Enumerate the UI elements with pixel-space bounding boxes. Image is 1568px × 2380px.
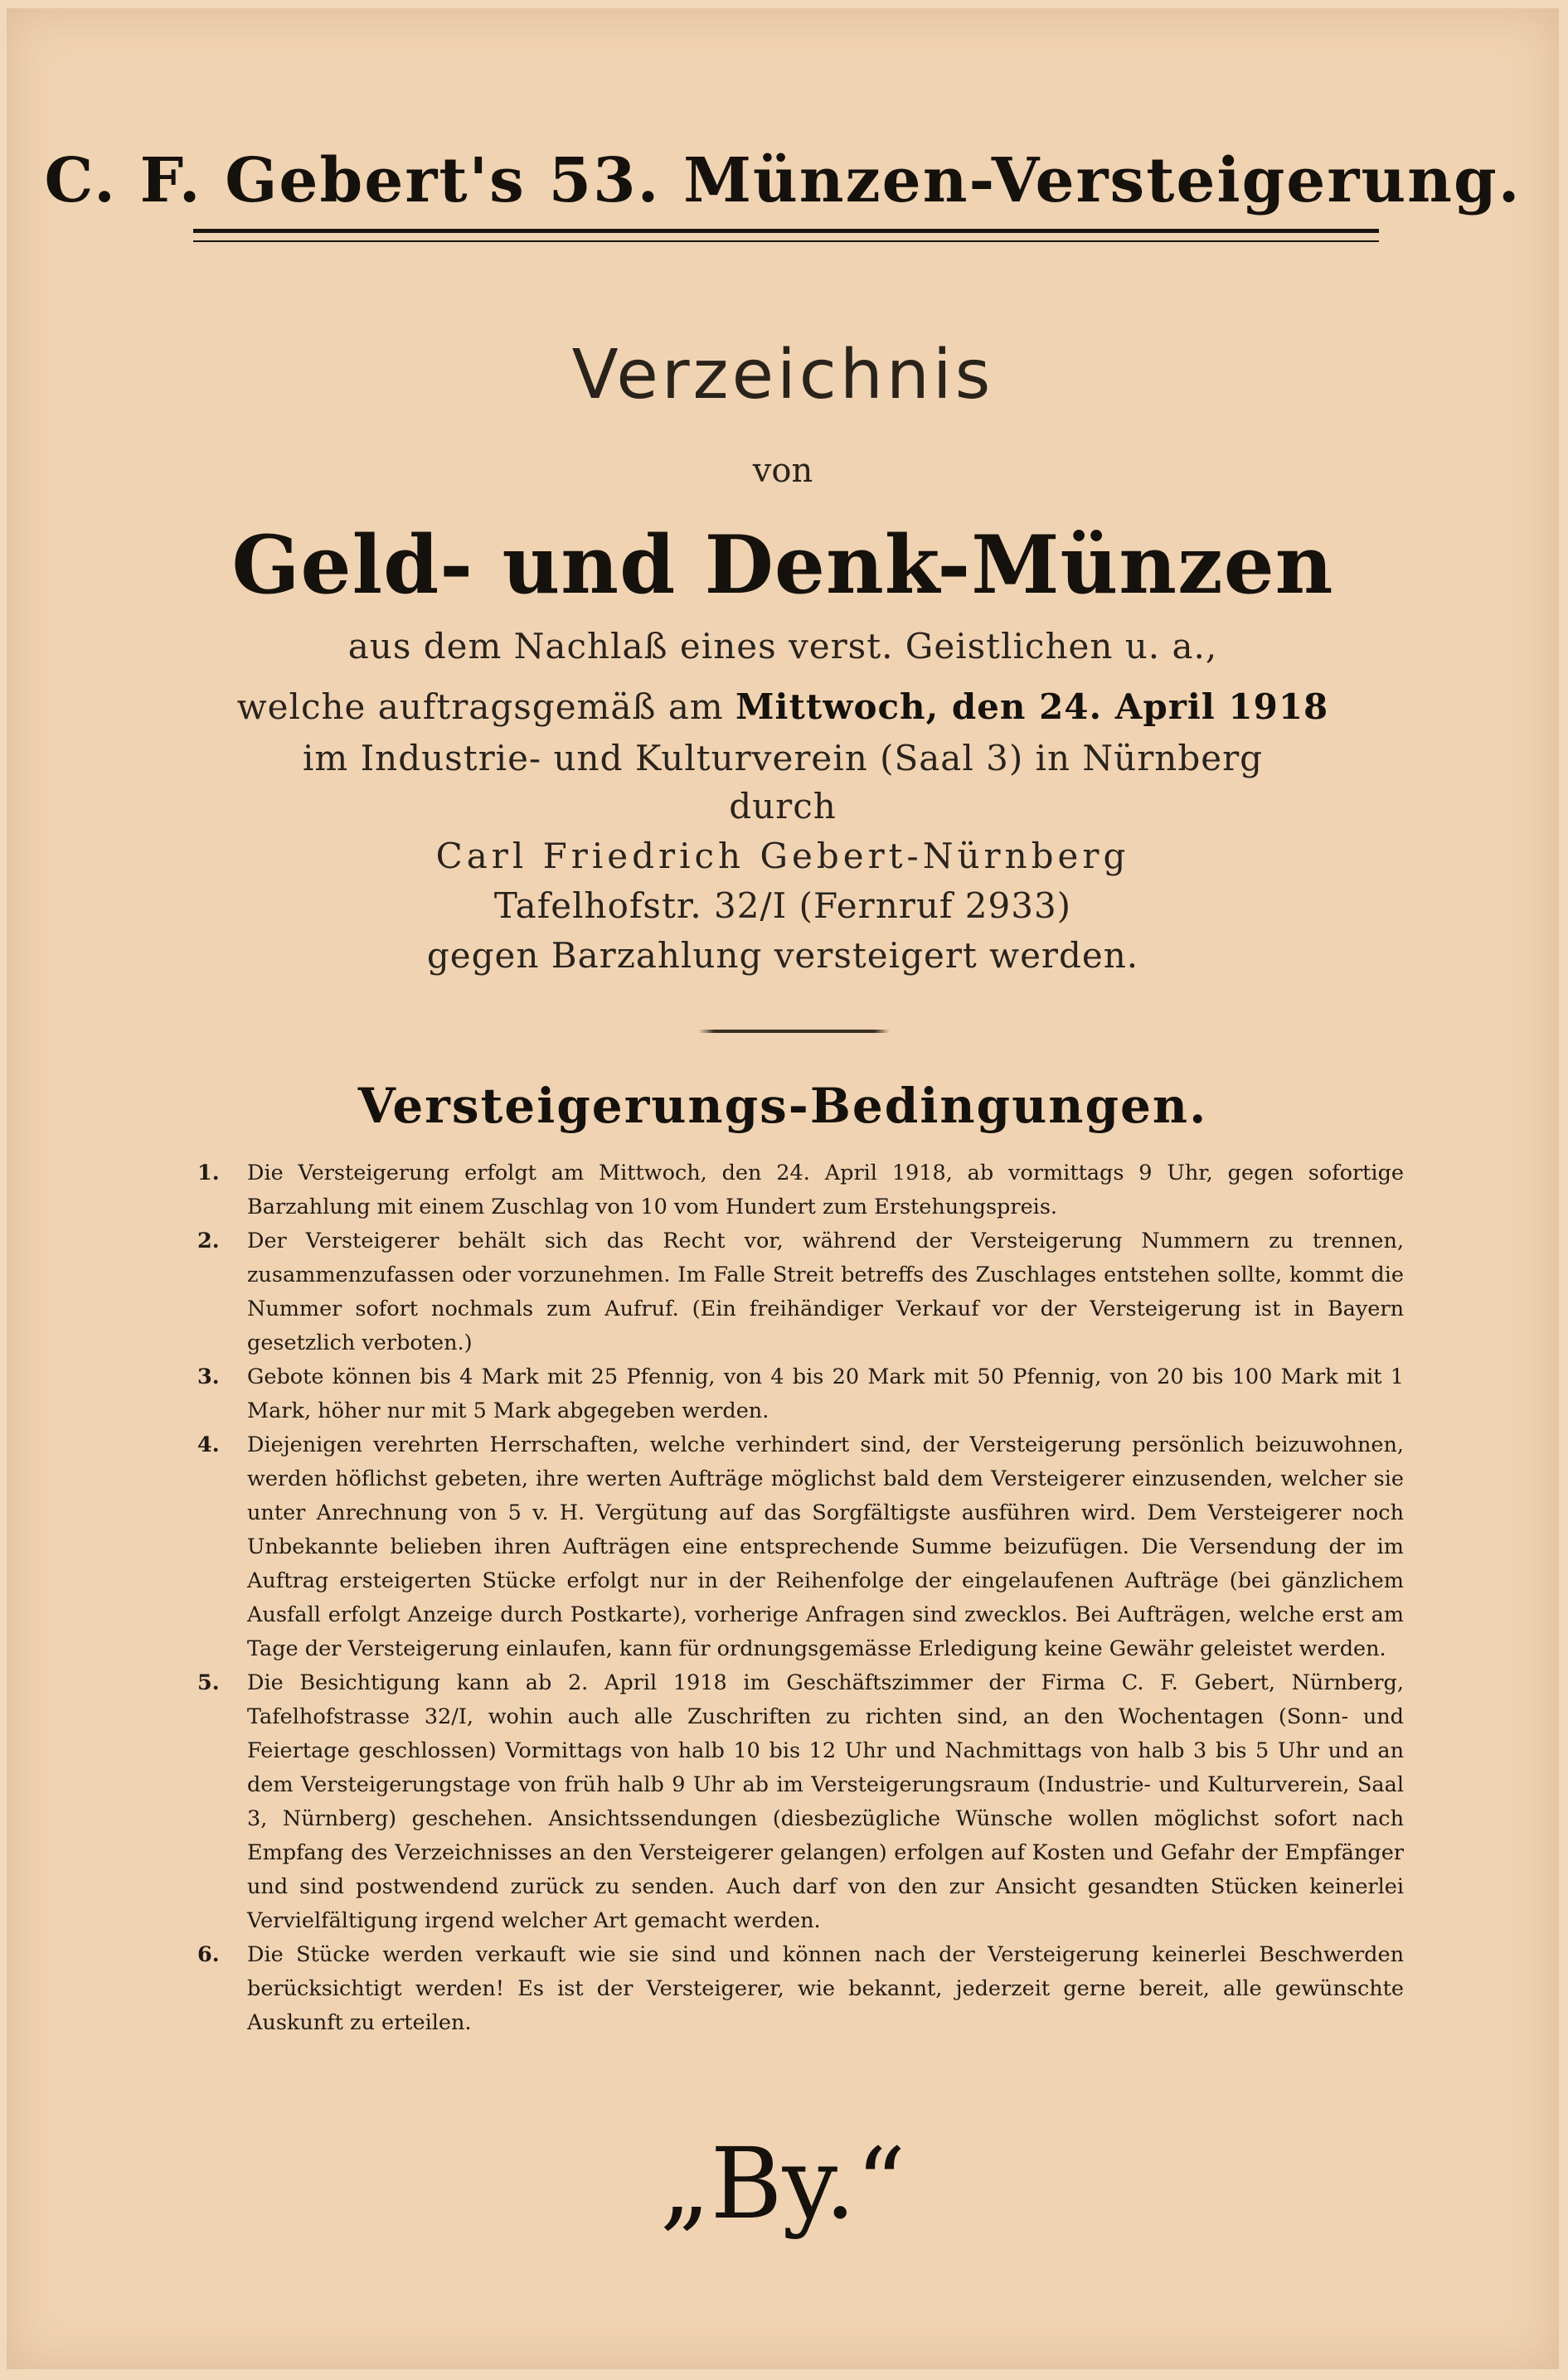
condition-text: Der Versteigerer behält sich das Recht vor, während der Versteigerung Nummern zu trennen, zusammenzufassen oder vorzunehmen. Im Falle Streit betreffs des Zuschlages entstehen sollte, kommt die Nummer sofort nochmals zum Aufruf. (Ein freihändiger Verkauf vor der Versteigerung ist in Bayern gesetzlich verboten.) — [247, 1229, 1404, 1355]
condition-text: Gebote können bis 4 Mark mit 25 Pfennig, von 4 bis 20 Mark mit 50 Pfennig, von 20 bis 100 Mark mit 1 Mark, höher nur mit 5 Mark abgegeben werden. — [247, 1365, 1404, 1423]
masthead-rule-thick — [193, 229, 1379, 233]
catalog-page — [7, 8, 1559, 2369]
conditions-heading: Versteigerungs-Bedingungen. — [357, 1078, 1208, 1134]
date-line — [7, 686, 1559, 727]
estate-line: aus dem Nachlaß eines verst. Geistlichen u. a., — [347, 626, 1218, 666]
condition-number: 1. — [197, 1161, 220, 1185]
auctioneer-address: Tafelhofstr. 32/I (Fernruf 2933) — [493, 885, 1072, 926]
payment-line: gegen Barzahlung versteigert werden. — [426, 935, 1139, 976]
condition-item — [197, 1666, 1404, 1938]
condition-text: Die Stücke werden verkauft wie sie sind und können nach der Versteigerung keinerlei Beschwerden berücksichtigt werden! Es ist der Versteigerer, wie bekannt, jederzeit gerne bereit, alle gewünschte Auskunft zu erteilen. — [247, 1942, 1404, 2035]
document-title: Verzeichnis — [571, 336, 994, 414]
condition-text: Die Versteigerung erfolgt am Mittwoch, den 24. April 1918, ab vormittags 9 Uhr, gegen sofortige Barzahlung mit einem Zuschlag von 10 vom Hundert zum Erstehungspreis. — [247, 1161, 1404, 1219]
condition-number: 2. — [197, 1229, 220, 1253]
main-headline: Geld- und Denk-Münzen — [231, 518, 1334, 612]
signature-mark: „By.“ — [659, 2126, 906, 2241]
condition-number: 6. — [197, 1942, 220, 1967]
ornament-divider — [699, 1030, 890, 1033]
von-text: von — [752, 452, 813, 490]
auction-date: Mittwoch, den 24. April 1918 — [735, 686, 1329, 727]
condition-item — [197, 1224, 1404, 1360]
condition-number: 3. — [197, 1365, 220, 1389]
condition-item — [197, 1428, 1404, 1666]
conditions-list — [197, 1156, 1404, 2040]
condition-text: Die Besichtigung kann ab 2. April 1918 im Geschäftszimmer der Firma C. F. Gebert, Nürnberg, Tafelhofstrasse 32/I, wohin auch alle Zuschriften zu richten sind, an den Wochentagen (Sonn- und Feiertage geschlossen) Vormittags von halb 10 bis 12 Uhr und Nachmittags von halb 3 bis 5 Uhr und an dem Versteigerungstage von früh halb 9 Uhr ab im Versteigerungsraum (Industrie- und Kulturverein, Saal 3, Nürnberg) geschehen. Ansichtssendungen (diesbezügliche Wünsche wollen möglichst sofort nach Empfang des Verzeichnisses an den Versteigerer gelangen) erfolgen auf Kosten und Gefahr der Empfänger und sind postwendend zurück zu senden. Auch darf von den zur Ansicht gesandten Stücken keinerlei Vervielfältigung irgend welcher Art gemacht werden. — [247, 1670, 1404, 1933]
condition-text: Diejenigen verehrten Herrschaften, welche verhindert sind, der Versteigerung persönlich beizuwohnen, werden höflichst gebeten, ihre werten Aufträge möglichst bald dem Versteigerer einzusenden, welcher sie unter Anrechnung von 5 v. H. Vergütung auf das Sorgfältigste ausführen wird. Dem Versteigerer noch Unbekannte belieben ihren Aufträgen eine entsprechende Summe beizufügen. Die Versendung der im Auftrag ersteigerten Stücke erfolgt nur in der Reihenfolge der eingelaufenen Aufträge (bei gänzlichem Ausfall erfolgt Anzeige durch Postkarte), vorherige Anfragen sind zwecklos. Bei Aufträgen, welche erst am Tage der Versteigerung einlaufen, kann für ordnungsgemässe Erledigung keine Gewähr geleistet werden. — [247, 1432, 1404, 1661]
auctioneer-name: Carl Friedrich Gebert-Nürnberg — [435, 836, 1130, 876]
venue-line: im Industrie- und Kulturverein (Saal 3) in Nürnberg — [302, 738, 1264, 778]
durch-line: durch — [729, 786, 837, 826]
condition-item — [197, 1156, 1404, 1224]
condition-item — [197, 1938, 1404, 2040]
condition-item — [197, 1360, 1404, 1428]
date-line-prefix: welche auftragsgemäß am — [236, 686, 736, 727]
condition-number: 4. — [197, 1432, 220, 1457]
masthead-rule-thin — [193, 240, 1379, 242]
masthead-title: C. F. Gebert's 53. Münzen-Versteigerung. — [44, 145, 1522, 216]
condition-number: 5. — [197, 1670, 220, 1695]
